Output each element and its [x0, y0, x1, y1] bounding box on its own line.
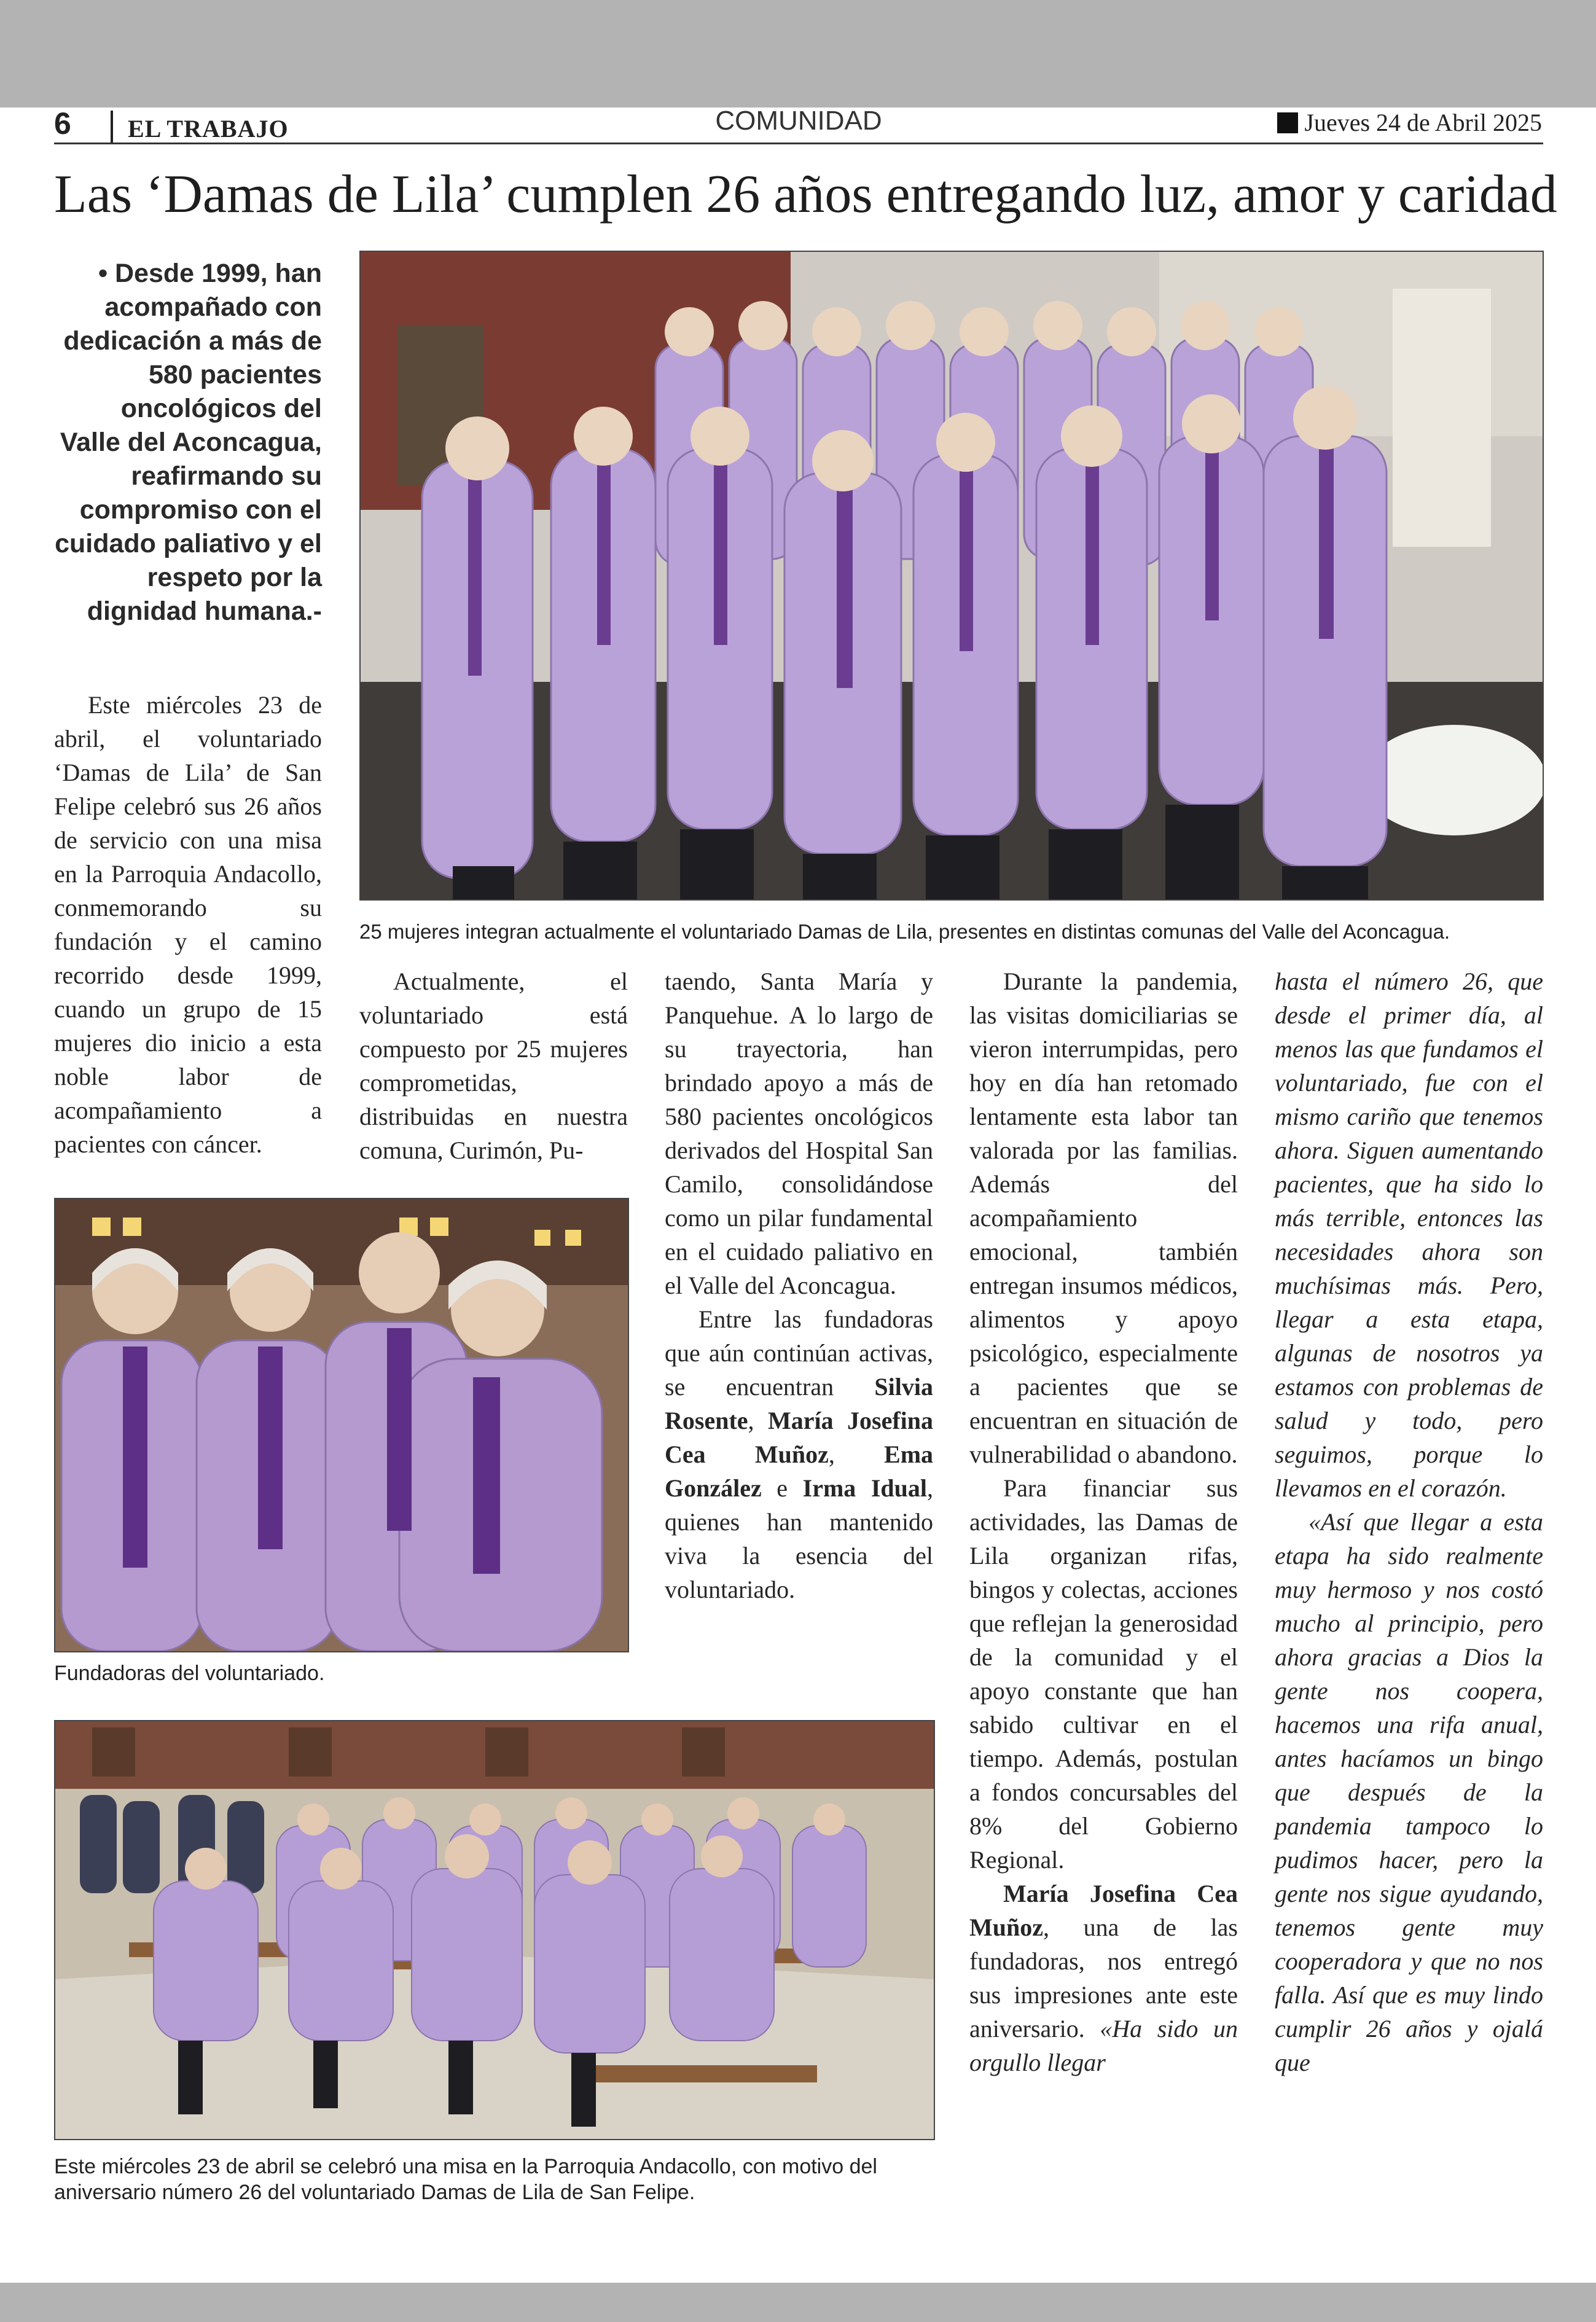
- founder-name: Silvia Rosente: [665, 1373, 933, 1434]
- col1-paragraph: Este miércoles 23 de abril, el voluntariado ‘Damas de Lila’ de San Felipe celebró sus 26 años de servicio con una misa en la Parroquia Andacollo, conmemorando su fundación y el camino recorrido desde 1999, cuando un grupo de 15 mujeres dio inicio a esta noble labor de acompañamiento a pacientes con cáncer.: [54, 691, 322, 1158]
- col2-paragraph: Actualmente, el voluntariado está compuesto por 25 mujeres comprometidas, distribuidas en nuestra comuna, Curimón, Pu-: [359, 968, 628, 1164]
- article-title: Las ‘Damas de Lila’ cumplen 26 años entregando luz, amor y caridad: [54, 165, 1557, 224]
- article-lead: • Desde 1999, han acompañado con dedicación a más de 580 pacientes oncológicos del Valle del Aconcagua, reafirmando su compromiso con el cuidado paliativo y el respeto por la dignidad humana.-: [55, 259, 322, 626]
- founder-name: Irma Idual: [802, 1474, 927, 1502]
- col3-text: , quienes han mantenido viva la esencia del voluntariado.: [665, 1474, 933, 1603]
- founder-name: María Josefina Cea Muñoz: [665, 1407, 933, 1468]
- interviewee-name: María Josefina Cea Muñoz: [969, 1880, 1238, 1941]
- separator: e: [761, 1474, 803, 1502]
- section-name: COMUNIDAD: [715, 106, 882, 136]
- col3-paragraph-1: taendo, Santa María y Panquehue. A lo largo de su trayectoria, han brindado apoyo a más de 580 pacientes oncológicos derivados del Hospital San Camilo, consolidándose como un pilar fundamental en el cuidado paliativo en el Valle del Aconcagua.: [665, 968, 933, 1299]
- newspaper-name: EL TRABAJO: [128, 115, 289, 143]
- founder-name: Ema González: [665, 1440, 934, 1502]
- square-bullet-icon: [1277, 112, 1298, 133]
- col4-text: , una de las fundadoras, nos entregó sus impresiones ante este aniversario.: [969, 1914, 1238, 2043]
- bottom-margin: [0, 2283, 1596, 2322]
- column-3: [665, 964, 933, 1606]
- col4-paragraph-1: Durante la pandemia, las visitas domiciliarias se vieron interrumpidas, pero hoy en día han retomado lentamente esta labor tan valorada por las familias. Además del acompañamiento emocional, también entregan insumos médicos, alimentos y apoyo psicológico, especialmente a pacientes que se encuentran en situación de vulnerabilidad o abandono.: [969, 968, 1238, 1468]
- main-photo-caption: 25 mujeres integran actualmente el voluntariado Damas de Lila, presentes en distintas comunas del Valle del Aconcagua.: [359, 920, 1450, 943]
- column-2: [359, 964, 628, 1167]
- page-number: 6: [54, 106, 71, 141]
- col3-paragraph-2: [665, 1302, 933, 1606]
- quote-text: «Ha sido un orgullo llegar: [969, 2015, 1238, 2076]
- column-4: [969, 964, 1238, 2079]
- column-1: [54, 688, 322, 1161]
- col5-paragraph-2: «Así que llegar a esta etapa ha sido realmente muy hermoso y nos costó mucho al principio, pero ahora gracias a Dios la gente nos coopera, hacemos una rifa anual, antes hacíamos un bingo que después de la pandemia tampoco lo pudimos hacer, pero la gente nos sigue ayudando, tenemos gente muy cooperadora y que no nos falla. Así que es muy lindo cumplir 26 años y ojalá que: [1275, 1508, 1543, 2076]
- col4-paragraph-3: [969, 1877, 1238, 2079]
- col4-paragraph-2: Para financiar sus actividades, las Damas de Lila organizan rifas, bingos y colectas, acciones que reflejan la generosidad de la comunidad y el apoyo constante que han sabido cultivar en el tiempo. Además, postulan a fondos concursables del 8% del Gobierno Regional.: [969, 1474, 1238, 1874]
- main-group-photo: [359, 251, 1544, 901]
- top-margin: [0, 0, 1596, 108]
- header-separator: [111, 111, 113, 143]
- header-rule: [54, 143, 1543, 144]
- column-5: [1275, 964, 1543, 2079]
- col3-text: Entre las fundadoras que aún continúan activas, se encuentran: [665, 1305, 933, 1401]
- separator: ,: [828, 1440, 885, 1468]
- issue-date: [1277, 108, 1542, 137]
- date-text: Jueves 24 de Abril 2025: [1304, 109, 1542, 136]
- mass-photo: [54, 1720, 935, 2140]
- mass-photo-caption: Este miércoles 23 de abril se celebró una misa en la Parroquia Andacollo, con motivo del aniversario número 26 del voluntariado Damas de Lila de San Felipe.: [54, 2155, 877, 2204]
- col5-paragraph-1: hasta el número 26, que desde el primer día, al menos las que fundamos el voluntariado, fue con el mismo cariño que tenemos ahora. Siguen aumentando pacientes, que ha sido lo más terrible, entonces las necesidades ahora son muchísimas más. Pero, llegar a esta etapa, algunas de nosotros ya estamos con problemas de salud y todo, pero seguimos, porque lo llevamos en el corazón.: [1275, 968, 1543, 1502]
- separator: ,: [748, 1407, 768, 1434]
- founders-photo: [54, 1198, 629, 1652]
- founders-photo-caption: Fundadoras del voluntariado.: [54, 1662, 325, 1685]
